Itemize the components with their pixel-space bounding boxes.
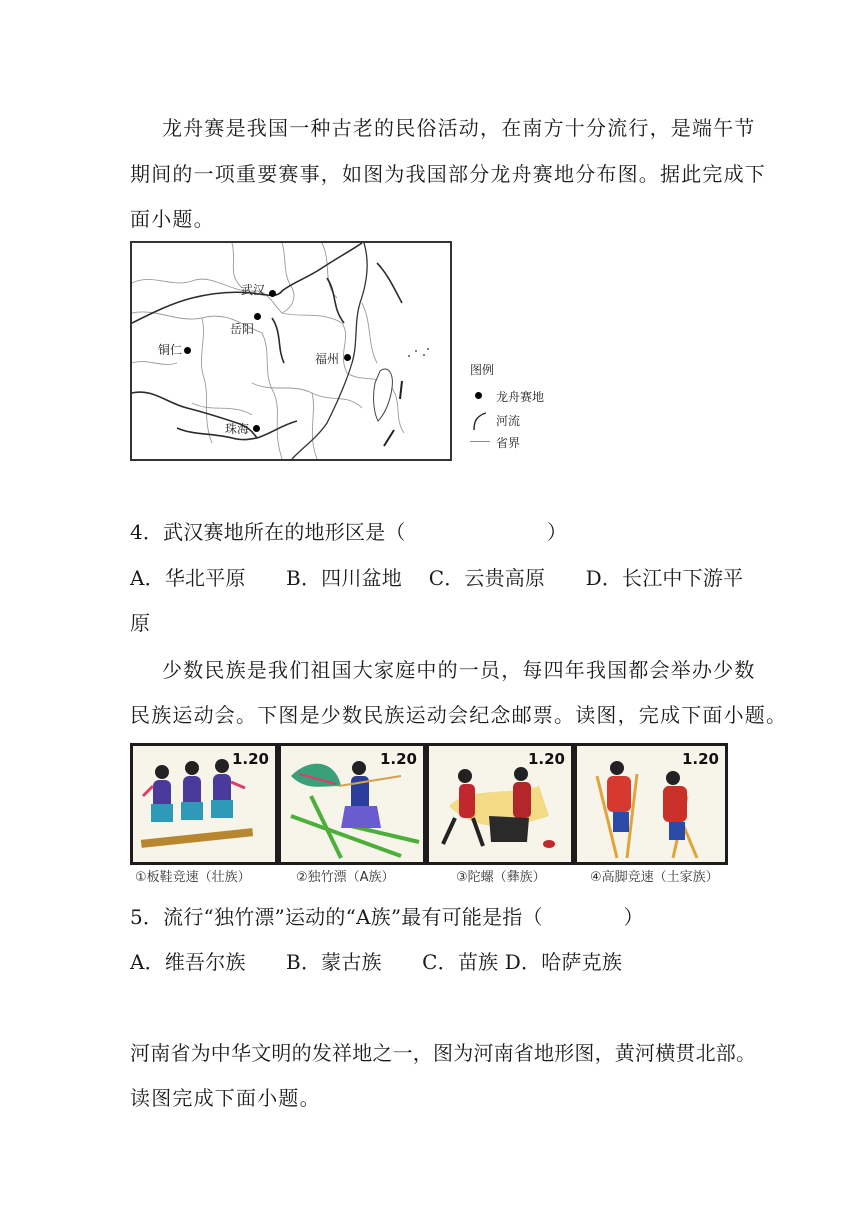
intro1-line3: 面小题。 (130, 207, 215, 231)
stamp-price: 1.20 (379, 750, 417, 768)
zhuhai-marker (253, 425, 260, 432)
stamp-strip (130, 743, 728, 865)
intro3-line1: 河南省为中华文明的发祥地之一，图为河南省地形图，黄河横贯北部。 (130, 1041, 757, 1065)
label-yueyang: 岳阳 (230, 322, 255, 336)
legend-title: 图例 (470, 363, 495, 377)
legend-river-icon (470, 410, 490, 432)
label-fuzhou: 福州 (315, 352, 340, 366)
wuhan-marker (269, 290, 276, 297)
q4-options-line1: A．华北平原 B．四川盆地 C．云贵高原 D．长江中下游平 (130, 566, 744, 590)
stamp-caption-1: ①板鞋竞速（壮族） (135, 870, 251, 885)
legend-site-dot (475, 392, 482, 399)
stamp-caption-3: ③陀螺（彝族） (456, 870, 546, 885)
intro1-line1: 龙舟赛是我国一种古老的民俗活动，在南方十分流行，是端午节 (162, 116, 756, 140)
q5-stem: 5．流行“独竹漂”运动的“A族”最有可能是指（ ） (130, 905, 644, 929)
intro2-line2: 民族运动会。下图是少数民族运动会纪念邮票。读图，完成下面小题。 (130, 703, 788, 727)
dragon-boat-map (130, 241, 452, 461)
q4-options-line2: 原 (130, 611, 151, 635)
label-wuhan: 武汉 (241, 283, 266, 297)
stamp-spinning-top (429, 746, 571, 862)
intro3-line2: 读图完成下面小题。 (130, 1086, 321, 1110)
tongren-marker (184, 347, 191, 354)
stamp-price: 1.20 (231, 750, 269, 768)
intro2-line1: 少数民族是我们祖国大家庭中的一员，每四年我国都会举办少数 (162, 658, 756, 682)
stamp-caption-2: ②独竹漂（A族） (296, 870, 395, 885)
legend-site: 龙舟赛地 (496, 390, 545, 404)
q5-options: A．维吾尔族 B．蒙古族 C．苗族 D．哈萨克族 (130, 950, 623, 974)
label-tongren: 铜仁 (158, 343, 183, 357)
stamp-caption-4: ④高脚竞速（土家族） (590, 870, 719, 885)
legend-border: 省界 (496, 436, 521, 450)
stamp-bamboo-drifting (281, 746, 423, 862)
yueyang-marker (254, 313, 261, 320)
legend-river: 河流 (496, 414, 521, 428)
legend-border-line (470, 441, 490, 442)
stamp-price: 1.20 (681, 750, 719, 768)
label-zhuhai: 珠海 (225, 422, 250, 436)
stamp-stilt-race (577, 746, 725, 862)
stamp-price: 1.20 (527, 750, 565, 768)
intro1-line2: 期间的一项重要赛事，如图为我国部分龙舟赛地分布图。据此完成下 (130, 162, 766, 186)
fuzhou-marker (344, 354, 351, 361)
q4-stem: 4．武汉赛地所在的地形区是（ ） (130, 520, 568, 544)
stamp-board-shoe-race (133, 746, 275, 862)
